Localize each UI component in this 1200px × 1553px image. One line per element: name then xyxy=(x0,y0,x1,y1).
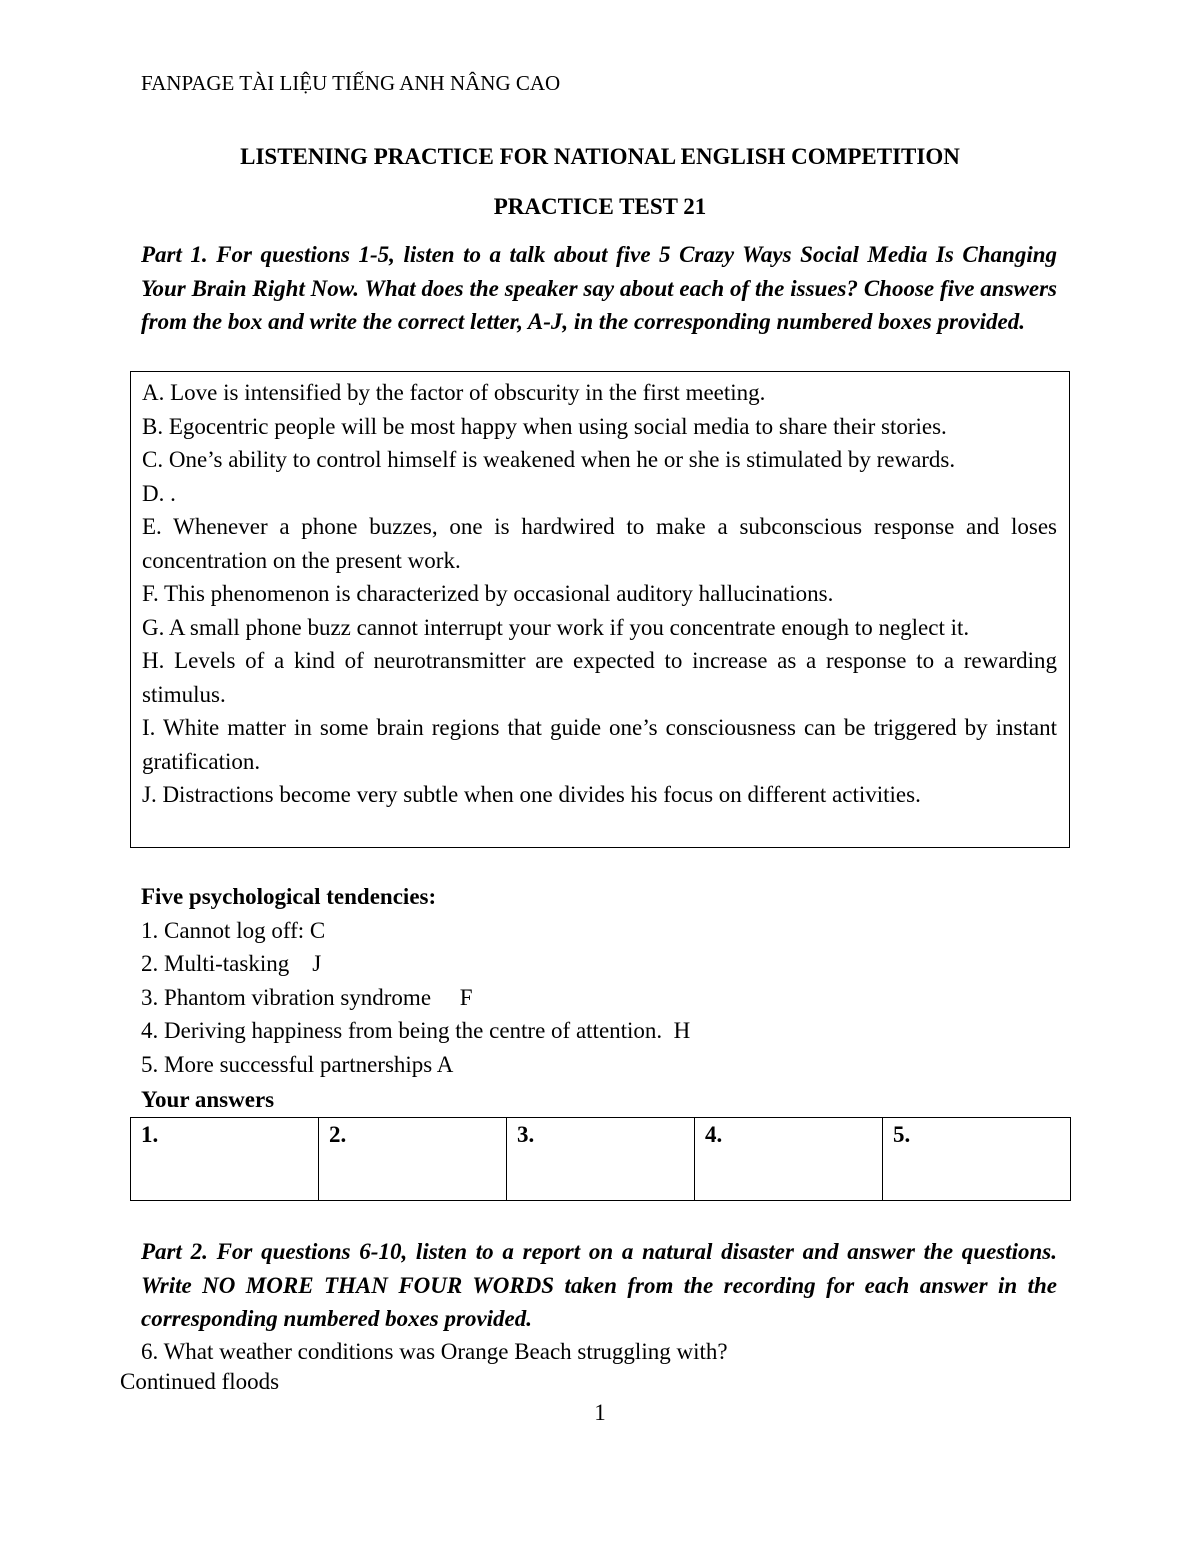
tendency-item-3: 3. Phantom vibration syndrome F xyxy=(141,984,473,1010)
part1-instruction xyxy=(141,238,1057,339)
answers-table xyxy=(130,1117,1071,1201)
option-h: H. Levels of a kind of neurotransmitter are expected to increase as a response to a rewarding stimulus. xyxy=(142,648,1057,707)
part1-instruction-text: Part 1. For questions 1-5, listen to a talk about five 5 Crazy Ways Social Media Is Changing Your Brain Right Now. What does the speaker say about each of the issues? Choose five answers from the box and write the correct letter, A-J, in the corresponding numbered boxes provided. xyxy=(141,242,1057,334)
option-a: A. Love is intensified by the factor of obscurity in the first meeting. xyxy=(142,380,766,405)
document-title: LISTENING PRACTICE FOR NATIONAL ENGLISH COMPETITION xyxy=(240,144,960,169)
question-6: 6. What weather conditions was Orange Beach struggling with? xyxy=(141,1339,728,1364)
page-number: 1 xyxy=(594,1400,606,1425)
answer-cell-3[interactable]: 3. xyxy=(507,1118,695,1201)
tendency-item-1: 1. Cannot log off: C xyxy=(141,917,326,943)
option-b: B. Egocentric people will be most happy when using social media to share their stories. xyxy=(142,413,947,439)
tendencies-section xyxy=(141,880,1061,1081)
tendencies-heading: Five psychological tendencies: xyxy=(141,884,437,909)
answer-6: Continued floods xyxy=(120,1369,280,1394)
option-e: E. Whenever a phone buzzes, one is hardwired to make a subconscious response and loses concentration on the present work. xyxy=(142,514,1057,573)
answer-cell-2[interactable]: 2. xyxy=(319,1118,507,1201)
option-j: J. Distractions become very subtle when one divides his focus on different activities. xyxy=(142,782,921,807)
options-box xyxy=(130,371,1070,848)
page-header: FANPAGE TÀI LIỆU TIẾNG ANH NÂNG CAO xyxy=(141,71,561,95)
answer-cell-4[interactable]: 4. xyxy=(695,1118,883,1201)
test-title: PRACTICE TEST 21 xyxy=(493,194,707,219)
answer-cell-5[interactable]: 5. xyxy=(883,1118,1071,1201)
answers-row xyxy=(131,1118,1071,1201)
option-d: D. . xyxy=(142,480,176,506)
options-list xyxy=(142,376,1057,812)
option-f: F. This phenomenon is characterized by occasional auditory hallucinations. xyxy=(142,581,834,606)
tendency-item-5: 5. More successful partnerships A xyxy=(141,1051,454,1077)
tendency-item-2: 2. Multi-tasking J xyxy=(141,951,322,976)
answer-cell-1[interactable]: 1. xyxy=(131,1118,319,1201)
option-i: I. White matter in some brain regions that guide one’s consciousness can be triggered by instant gratification. xyxy=(142,715,1057,774)
answers-label: Your answers xyxy=(141,1087,275,1112)
part2-instruction-text: Part 2. For questions 6-10, listen to a report on a natural disaster and answer the questions. Write NO MORE THAN FOUR WORDS taken from the recording for each answer in the corresponding numbered boxes provided. xyxy=(141,1239,1057,1331)
tendency-item-4: 4. Deriving happiness from being the centre of attention. H xyxy=(141,1018,691,1043)
option-c: C. One’s ability to control himself is weakened when he or she is stimulated by rewards. xyxy=(142,447,956,472)
option-g: G. A small phone buzz cannot interrupt your work if you concentrate enough to neglect it. xyxy=(142,614,970,640)
part2-instruction xyxy=(141,1235,1057,1336)
